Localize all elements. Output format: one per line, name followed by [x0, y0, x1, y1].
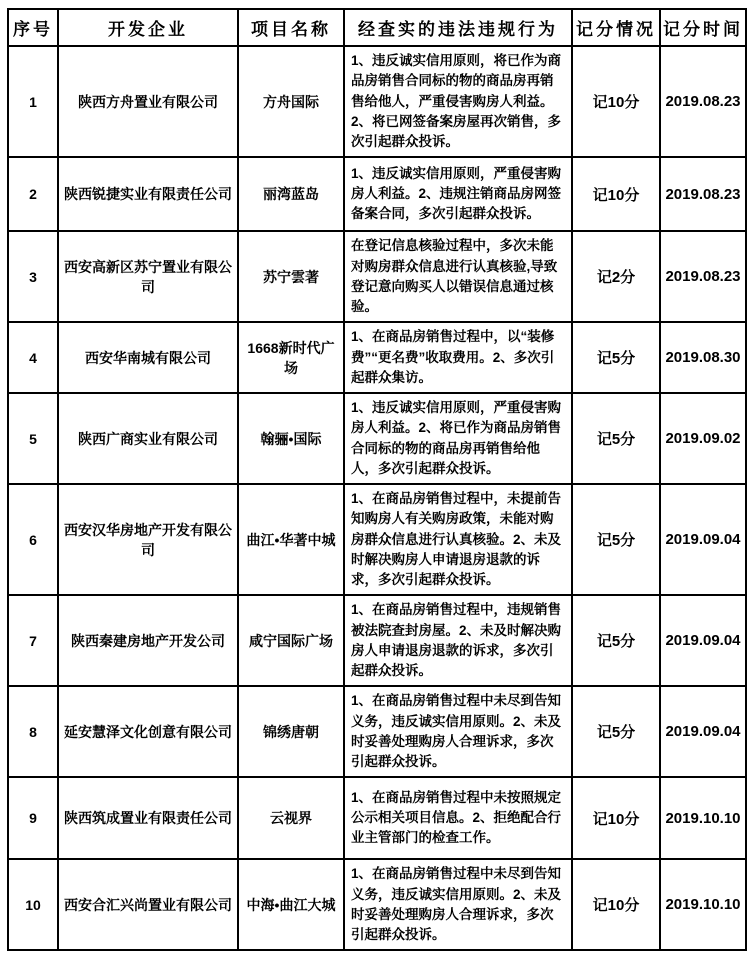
cell-violation-behavior: 1、在商品房销售过程中，违规销售被法院查封房屋。2、未及时解决购房人申请退房退款的诉求，多次引起群众投诉。: [344, 595, 572, 686]
cell-project-name: 锦绣唐朝: [238, 686, 344, 777]
cell-violation-behavior: 1、在商品房销售过程中未尽到告知义务，违反诚实信用原则。2、未及时妥善处理购房人合理诉求，多次引起群众投诉。: [344, 859, 572, 950]
table-header-row: [8, 9, 746, 46]
table-row: [8, 777, 746, 859]
cell-score-status: 记10分: [572, 777, 660, 859]
cell-project-name: 曲江•华著中城: [238, 484, 344, 595]
cell-score-date: 2019.10.10: [660, 777, 746, 859]
cell-violation-behavior: 在登记信息核验过程中，多次未能对购房群众信息进行认真核验,导致登记意向购买人以错误信息通过核验。: [344, 231, 572, 322]
cell-serial-number: 3: [8, 231, 58, 322]
cell-serial-number: 5: [8, 393, 58, 484]
cell-violation-behavior: 1、违反诚实信用原则，严重侵害购房人利益。2、将已作为商品房销售合同标的物的商品房再销售给他人，多次引起群众投诉。: [344, 393, 572, 484]
header-developer-company: 开发企业: [58, 9, 238, 46]
table-row: [8, 322, 746, 393]
cell-score-status: 记5分: [572, 686, 660, 777]
cell-score-status: 记5分: [572, 322, 660, 393]
cell-score-date: 2019.08.23: [660, 46, 746, 157]
table-row: [8, 595, 746, 686]
cell-serial-number: 2: [8, 157, 58, 231]
cell-violation-behavior: 1、在商品房销售过程中，以“装修费”“更名费”收取费用。2、多次引起群众集访。: [344, 322, 572, 393]
table-row: [8, 859, 746, 950]
cell-score-date: 2019.10.10: [660, 859, 746, 950]
cell-project-name: 苏宁雲著: [238, 231, 344, 322]
violation-score-table: [7, 8, 747, 951]
cell-project-name: 丽湾蓝岛: [238, 157, 344, 231]
cell-score-status: 记2分: [572, 231, 660, 322]
cell-violation-behavior: 1、违反诚实信用原则，将已作为商品房销售合同标的物的商品房再销售给他人，严重侵害购房人利益。2、将已网签备案房屋再次销售，多次引起群众投诉。: [344, 46, 572, 157]
header-violation-behavior: 经查实的违法违规行为: [344, 9, 572, 46]
cell-serial-number: 8: [8, 686, 58, 777]
cell-score-status: 记5分: [572, 595, 660, 686]
cell-developer-company: 陕西锐捷实业有限责任公司: [58, 157, 238, 231]
header-score-date: 记分时间: [660, 9, 746, 46]
table-row: [8, 157, 746, 231]
cell-violation-behavior: 1、违反诚实信用原则，严重侵害购房人利益。2、违规注销商品房网签备案合同，多次引起群众投诉。: [344, 157, 572, 231]
cell-developer-company: 西安合汇兴尚置业有限公司: [58, 859, 238, 950]
cell-project-name: 翰骊•国际: [238, 393, 344, 484]
table-row: [8, 686, 746, 777]
cell-project-name: 方舟国际: [238, 46, 344, 157]
cell-project-name: 中海•曲江大城: [238, 859, 344, 950]
cell-score-date: 2019.08.23: [660, 157, 746, 231]
cell-score-status: 记10分: [572, 157, 660, 231]
cell-project-name: 咸宁国际广场: [238, 595, 344, 686]
cell-serial-number: 4: [8, 322, 58, 393]
header-score-status: 记分情况: [572, 9, 660, 46]
table-body: [8, 46, 746, 950]
header-serial-number: 序号: [8, 9, 58, 46]
header-project-name: 项目名称: [238, 9, 344, 46]
cell-score-status: 记10分: [572, 859, 660, 950]
cell-project-name: 云视界: [238, 777, 344, 859]
cell-serial-number: 9: [8, 777, 58, 859]
table-row: [8, 484, 746, 595]
cell-serial-number: 10: [8, 859, 58, 950]
cell-score-date: 2019.08.23: [660, 231, 746, 322]
cell-score-date: 2019.09.04: [660, 484, 746, 595]
table-row: [8, 393, 746, 484]
cell-score-status: 记10分: [572, 46, 660, 157]
cell-score-status: 记5分: [572, 393, 660, 484]
cell-developer-company: 陕西秦建房地产开发公司: [58, 595, 238, 686]
cell-serial-number: 7: [8, 595, 58, 686]
cell-score-status: 记5分: [572, 484, 660, 595]
cell-score-date: 2019.09.04: [660, 686, 746, 777]
cell-score-date: 2019.09.02: [660, 393, 746, 484]
cell-score-date: 2019.09.04: [660, 595, 746, 686]
cell-violation-behavior: 1、在商品房销售过程中，未提前告知购房人有关购房政策，未能对购房群众信息进行认真核验。2、未及时解决购房人申请退房退款的诉求，多次引起群众投诉。: [344, 484, 572, 595]
cell-developer-company: 西安高新区苏宁置业有限公司: [58, 231, 238, 322]
cell-developer-company: 延安慧泽文化创意有限公司: [58, 686, 238, 777]
cell-project-name: 1668新时代广场: [238, 322, 344, 393]
cell-serial-number: 6: [8, 484, 58, 595]
table-row: [8, 231, 746, 322]
cell-developer-company: 陕西筑成置业有限责任公司: [58, 777, 238, 859]
cell-developer-company: 西安华南城有限公司: [58, 322, 238, 393]
cell-developer-company: 陕西广商实业有限公司: [58, 393, 238, 484]
cell-developer-company: 西安汉华房地产开发有限公司: [58, 484, 238, 595]
cell-violation-behavior: 1、在商品房销售过程中未尽到告知义务，违反诚实信用原则。2、未及时妥善处理购房人合理诉求，多次引起群众投诉。: [344, 686, 572, 777]
cell-developer-company: 陕西方舟置业有限公司: [58, 46, 238, 157]
cell-violation-behavior: 1、在商品房销售过程中未按照规定公示相关项目信息。2、拒绝配合行业主管部门的检查工作。: [344, 777, 572, 859]
cell-score-date: 2019.08.30: [660, 322, 746, 393]
table-row: [8, 46, 746, 157]
cell-serial-number: 1: [8, 46, 58, 157]
